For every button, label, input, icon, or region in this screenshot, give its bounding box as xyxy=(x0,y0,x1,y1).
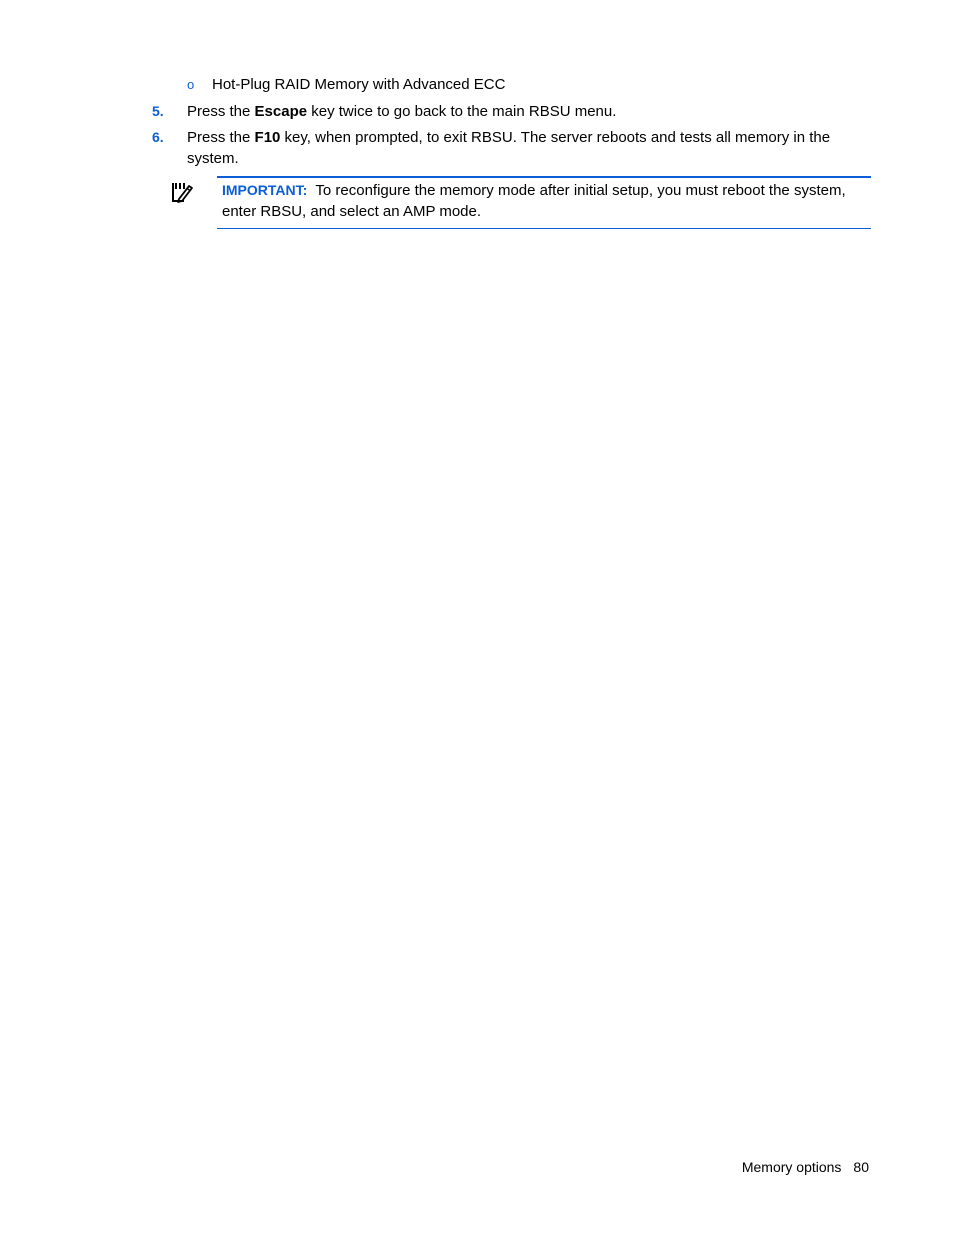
step-text xyxy=(187,127,842,169)
page-footer xyxy=(742,1157,869,1178)
step-key: F10 xyxy=(254,129,281,146)
footer-section-title: Memory options xyxy=(741,1159,842,1175)
step-number: 5. xyxy=(152,103,164,119)
step-6 xyxy=(152,127,842,169)
step-suffix: key, when prompted, to exit RBSU. The server reboots and tests all memory in the system. xyxy=(187,129,831,167)
step-text xyxy=(187,101,842,122)
step-prefix: Press the xyxy=(187,129,255,146)
sub-bullet-item xyxy=(187,74,505,95)
step-5 xyxy=(152,101,842,122)
step-suffix: key twice to go back to the main RBSU menu. xyxy=(307,103,617,120)
important-notice xyxy=(217,176,871,229)
page-number: 80 xyxy=(853,1159,869,1175)
step-number: 6. xyxy=(152,129,164,145)
important-note-icon xyxy=(170,180,194,204)
step-prefix: Press the xyxy=(187,103,255,120)
sub-bullet-text: Hot-Plug RAID Memory with Advanced ECC xyxy=(212,76,506,93)
notice-label: IMPORTANT: xyxy=(222,182,308,198)
sub-bullet-marker: o xyxy=(187,77,195,92)
notice-text: To reconfigure the memory mode after initial setup, you must reboot the system, enter RBSU, and select an AMP mode. xyxy=(222,182,846,220)
step-key: Escape xyxy=(254,103,308,120)
